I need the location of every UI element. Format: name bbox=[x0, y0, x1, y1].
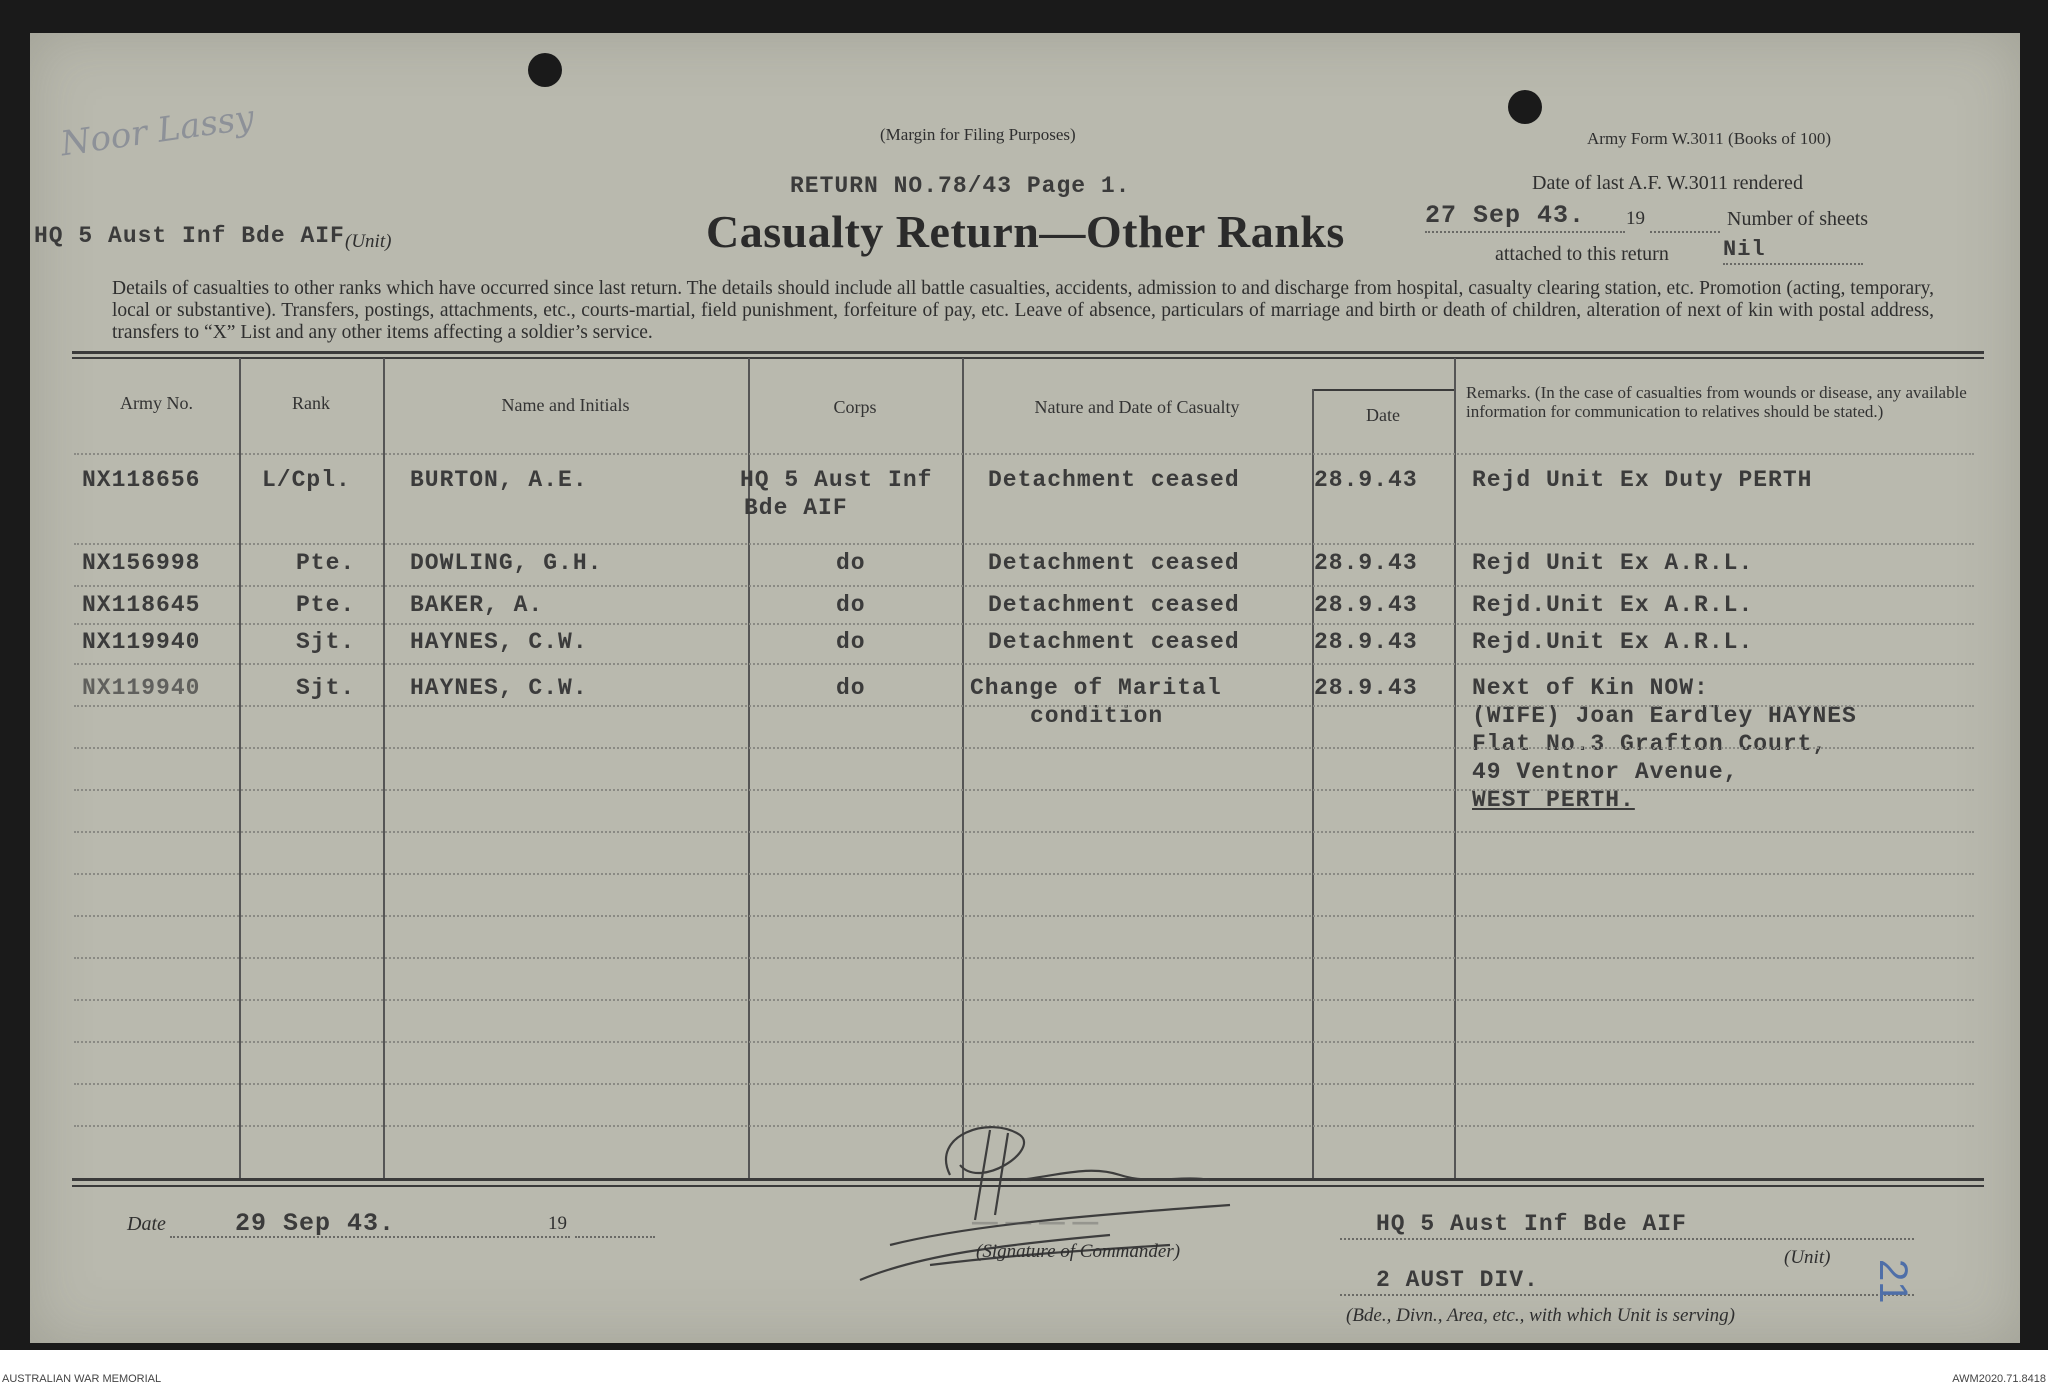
cell-name: HAYNES, C.W. bbox=[410, 629, 588, 655]
cell-date: 28.9.43 bbox=[1314, 467, 1418, 493]
row-line bbox=[74, 663, 1974, 665]
footer-unit-line bbox=[1340, 1238, 1914, 1240]
header-corps: Corps bbox=[833, 397, 877, 417]
row-line bbox=[74, 1083, 1974, 1085]
cell-rank: Sjt. bbox=[296, 675, 356, 701]
cell-name: HAYNES, C.W. bbox=[410, 675, 588, 701]
remarks-address-3: WEST PERTH. bbox=[1472, 787, 1635, 813]
date-last-year: 19 bbox=[1626, 208, 1645, 229]
header-rank: Rank bbox=[292, 393, 330, 413]
cell-corps: do bbox=[836, 550, 866, 576]
cell-rank: Pte. bbox=[296, 550, 356, 576]
cell-name: DOWLING, G.H. bbox=[410, 550, 603, 576]
footer-date-line bbox=[170, 1236, 570, 1238]
cell-nature: Detachment ceased bbox=[988, 467, 1240, 493]
remarks-wife: (WIFE) Joan Eardley HAYNES bbox=[1472, 703, 1857, 729]
footer-unit-value: HQ 5 Aust Inf Bde AIF bbox=[1376, 1211, 1687, 1237]
cell-corps: do bbox=[836, 629, 866, 655]
cell-date: 28.9.43 bbox=[1314, 675, 1418, 701]
date-last-label: Date of last A.F. W.3011 rendered bbox=[1532, 172, 1803, 194]
row-line bbox=[74, 747, 1974, 749]
cell-army-no: NX119940 bbox=[82, 675, 201, 701]
signature-label: (Signature of Commander) bbox=[976, 1241, 1181, 1262]
row-line bbox=[74, 1041, 1974, 1043]
return-number: RETURN NO.78/43 Page 1. bbox=[790, 173, 1131, 199]
attached-value: Nil bbox=[1723, 237, 1766, 262]
attached-line bbox=[1723, 263, 1863, 265]
date-last-value: 27 Sep 43. bbox=[1425, 201, 1586, 230]
header-date: Date bbox=[1366, 405, 1400, 425]
cell-remarks: Rejd.Unit Ex A.R.L. bbox=[1472, 592, 1754, 618]
cell-nature: Detachment ceased bbox=[988, 629, 1240, 655]
header-nature: Nature and Date of Casualty bbox=[1034, 397, 1240, 417]
table-top-rule-thin bbox=[72, 357, 1984, 359]
column-divider bbox=[962, 358, 964, 1178]
row-line bbox=[74, 831, 1974, 833]
credit-bar bbox=[0, 1350, 2048, 1387]
commander-signature bbox=[830, 1095, 1290, 1295]
footer-div-value: 2 AUST DIV. bbox=[1376, 1267, 1539, 1293]
date-header-rule bbox=[1314, 389, 1454, 391]
column-divider bbox=[1454, 358, 1456, 1178]
cell-nature: Detachment ceased bbox=[988, 592, 1240, 618]
footer-year-line bbox=[575, 1236, 655, 1238]
cell-remarks: Rejd.Unit Ex A.R.L. bbox=[1472, 629, 1754, 655]
cell-name: BURTON, A.E. bbox=[410, 467, 588, 493]
unit-label: (Unit) bbox=[345, 231, 392, 252]
credit-left: AUSTRALIAN WAR MEMORIAL bbox=[2, 1373, 162, 1385]
header-bottom-rule bbox=[74, 453, 1974, 455]
cell-rank: Pte. bbox=[296, 592, 356, 618]
cell-name: BAKER, A. bbox=[410, 592, 544, 618]
header-army-no: Army No. bbox=[120, 393, 193, 413]
cell-nature: Detachment ceased bbox=[988, 550, 1240, 576]
row-line bbox=[74, 957, 1974, 959]
cell-corps: do bbox=[836, 592, 866, 618]
row-line bbox=[74, 873, 1974, 875]
cell-corps-line2: Bde AIF bbox=[744, 495, 848, 521]
row-line bbox=[74, 789, 1974, 791]
page-number: 21 bbox=[1871, 1259, 1915, 1304]
remarks-address-2: 49 Ventnor Avenue, bbox=[1472, 759, 1739, 785]
footer-date-value: 29 Sep 43. bbox=[235, 1209, 396, 1238]
cell-nature: Change of Marital bbox=[970, 675, 1222, 701]
unit-typed: HQ 5 Aust Inf Bde AIF bbox=[34, 223, 345, 249]
row-line bbox=[74, 915, 1974, 917]
credit-right: AWM2020.71.8418 bbox=[1952, 1373, 2046, 1385]
cell-rank: L/Cpl. bbox=[262, 467, 351, 493]
instructions-text: Details of casualties to other ranks which have occurred since last return. The details should include all battle casualties, accidents, admission to and discharge from hospital, casualty clearing station, etc. Promotion (acting, temporary, local or substantive). Transfers, postings, attachments, etc., courts-martial, field punishment, forfeiture of pay, etc. Leave of absence, particulars of marriage and birth or death of children, alteration of next of kin with postal address, transfers to “X” List and any other items affecting a soldier’s service. bbox=[112, 278, 1934, 343]
footer-div-line bbox=[1340, 1294, 1914, 1296]
row-line bbox=[74, 705, 1974, 707]
header-name: Name and Initials bbox=[501, 395, 630, 415]
cell-army-no: NX118645 bbox=[82, 592, 201, 618]
cell-corps: HQ 5 Aust Inf bbox=[740, 467, 933, 493]
pencil-note: Noor Lassy bbox=[58, 97, 257, 165]
punch-hole bbox=[1508, 90, 1542, 124]
cell-remarks: Next of Kin NOW: bbox=[1472, 675, 1709, 701]
stamp-underlay: ──── bbox=[972, 1202, 1107, 1242]
margin-note: (Margin for Filing Purposes) bbox=[880, 125, 1076, 144]
cell-army-no: NX156998 bbox=[82, 550, 201, 576]
row-line bbox=[74, 623, 1974, 625]
footer-date-year: 19 bbox=[548, 1213, 567, 1234]
page-title: Casualty Return—Other Ranks bbox=[706, 206, 1345, 257]
year-line bbox=[1650, 231, 1720, 233]
footer-date-label: Date bbox=[127, 1213, 166, 1235]
column-divider bbox=[383, 358, 385, 1178]
footer-unit-label: (Unit) bbox=[1784, 1247, 1831, 1268]
cell-remarks: Rejd Unit Ex Duty PERTH bbox=[1472, 467, 1813, 493]
sheets-label: Number of sheets bbox=[1727, 208, 1869, 230]
row-line bbox=[74, 999, 1974, 1001]
column-divider bbox=[239, 358, 241, 1178]
date-last-line bbox=[1425, 231, 1625, 233]
punch-hole bbox=[528, 53, 562, 87]
table-top-rule bbox=[72, 351, 1984, 354]
cell-corps: do bbox=[836, 675, 866, 701]
cell-date: 28.9.43 bbox=[1314, 550, 1418, 576]
cell-nature-line2: condition bbox=[1030, 703, 1164, 729]
attached-label: attached to this return bbox=[1495, 243, 1669, 265]
form-sheet bbox=[30, 33, 2020, 1343]
cell-army-no: NX119940 bbox=[82, 629, 201, 655]
army-form-number: Army Form W.3011 (Books of 100) bbox=[1587, 129, 1831, 148]
footer-bde-label: (Bde., Divn., Area, etc., with which Unit is serving) bbox=[1346, 1305, 1735, 1326]
column-divider bbox=[1312, 389, 1314, 1178]
header-remarks: Remarks. (In the case of casualties from wounds or disease, any available information for communication to relatives should be stated.) bbox=[1466, 383, 1967, 421]
row-line bbox=[74, 543, 1974, 545]
cell-date: 28.9.43 bbox=[1314, 629, 1418, 655]
remarks-address-1: Flat No.3 Grafton Court, bbox=[1472, 731, 1828, 757]
row-line bbox=[74, 585, 1974, 587]
cell-rank: Sjt. bbox=[296, 629, 356, 655]
cell-army-no: NX118656 bbox=[82, 467, 201, 493]
cell-remarks: Rejd Unit Ex A.R.L. bbox=[1472, 550, 1754, 576]
cell-date: 28.9.43 bbox=[1314, 592, 1418, 618]
